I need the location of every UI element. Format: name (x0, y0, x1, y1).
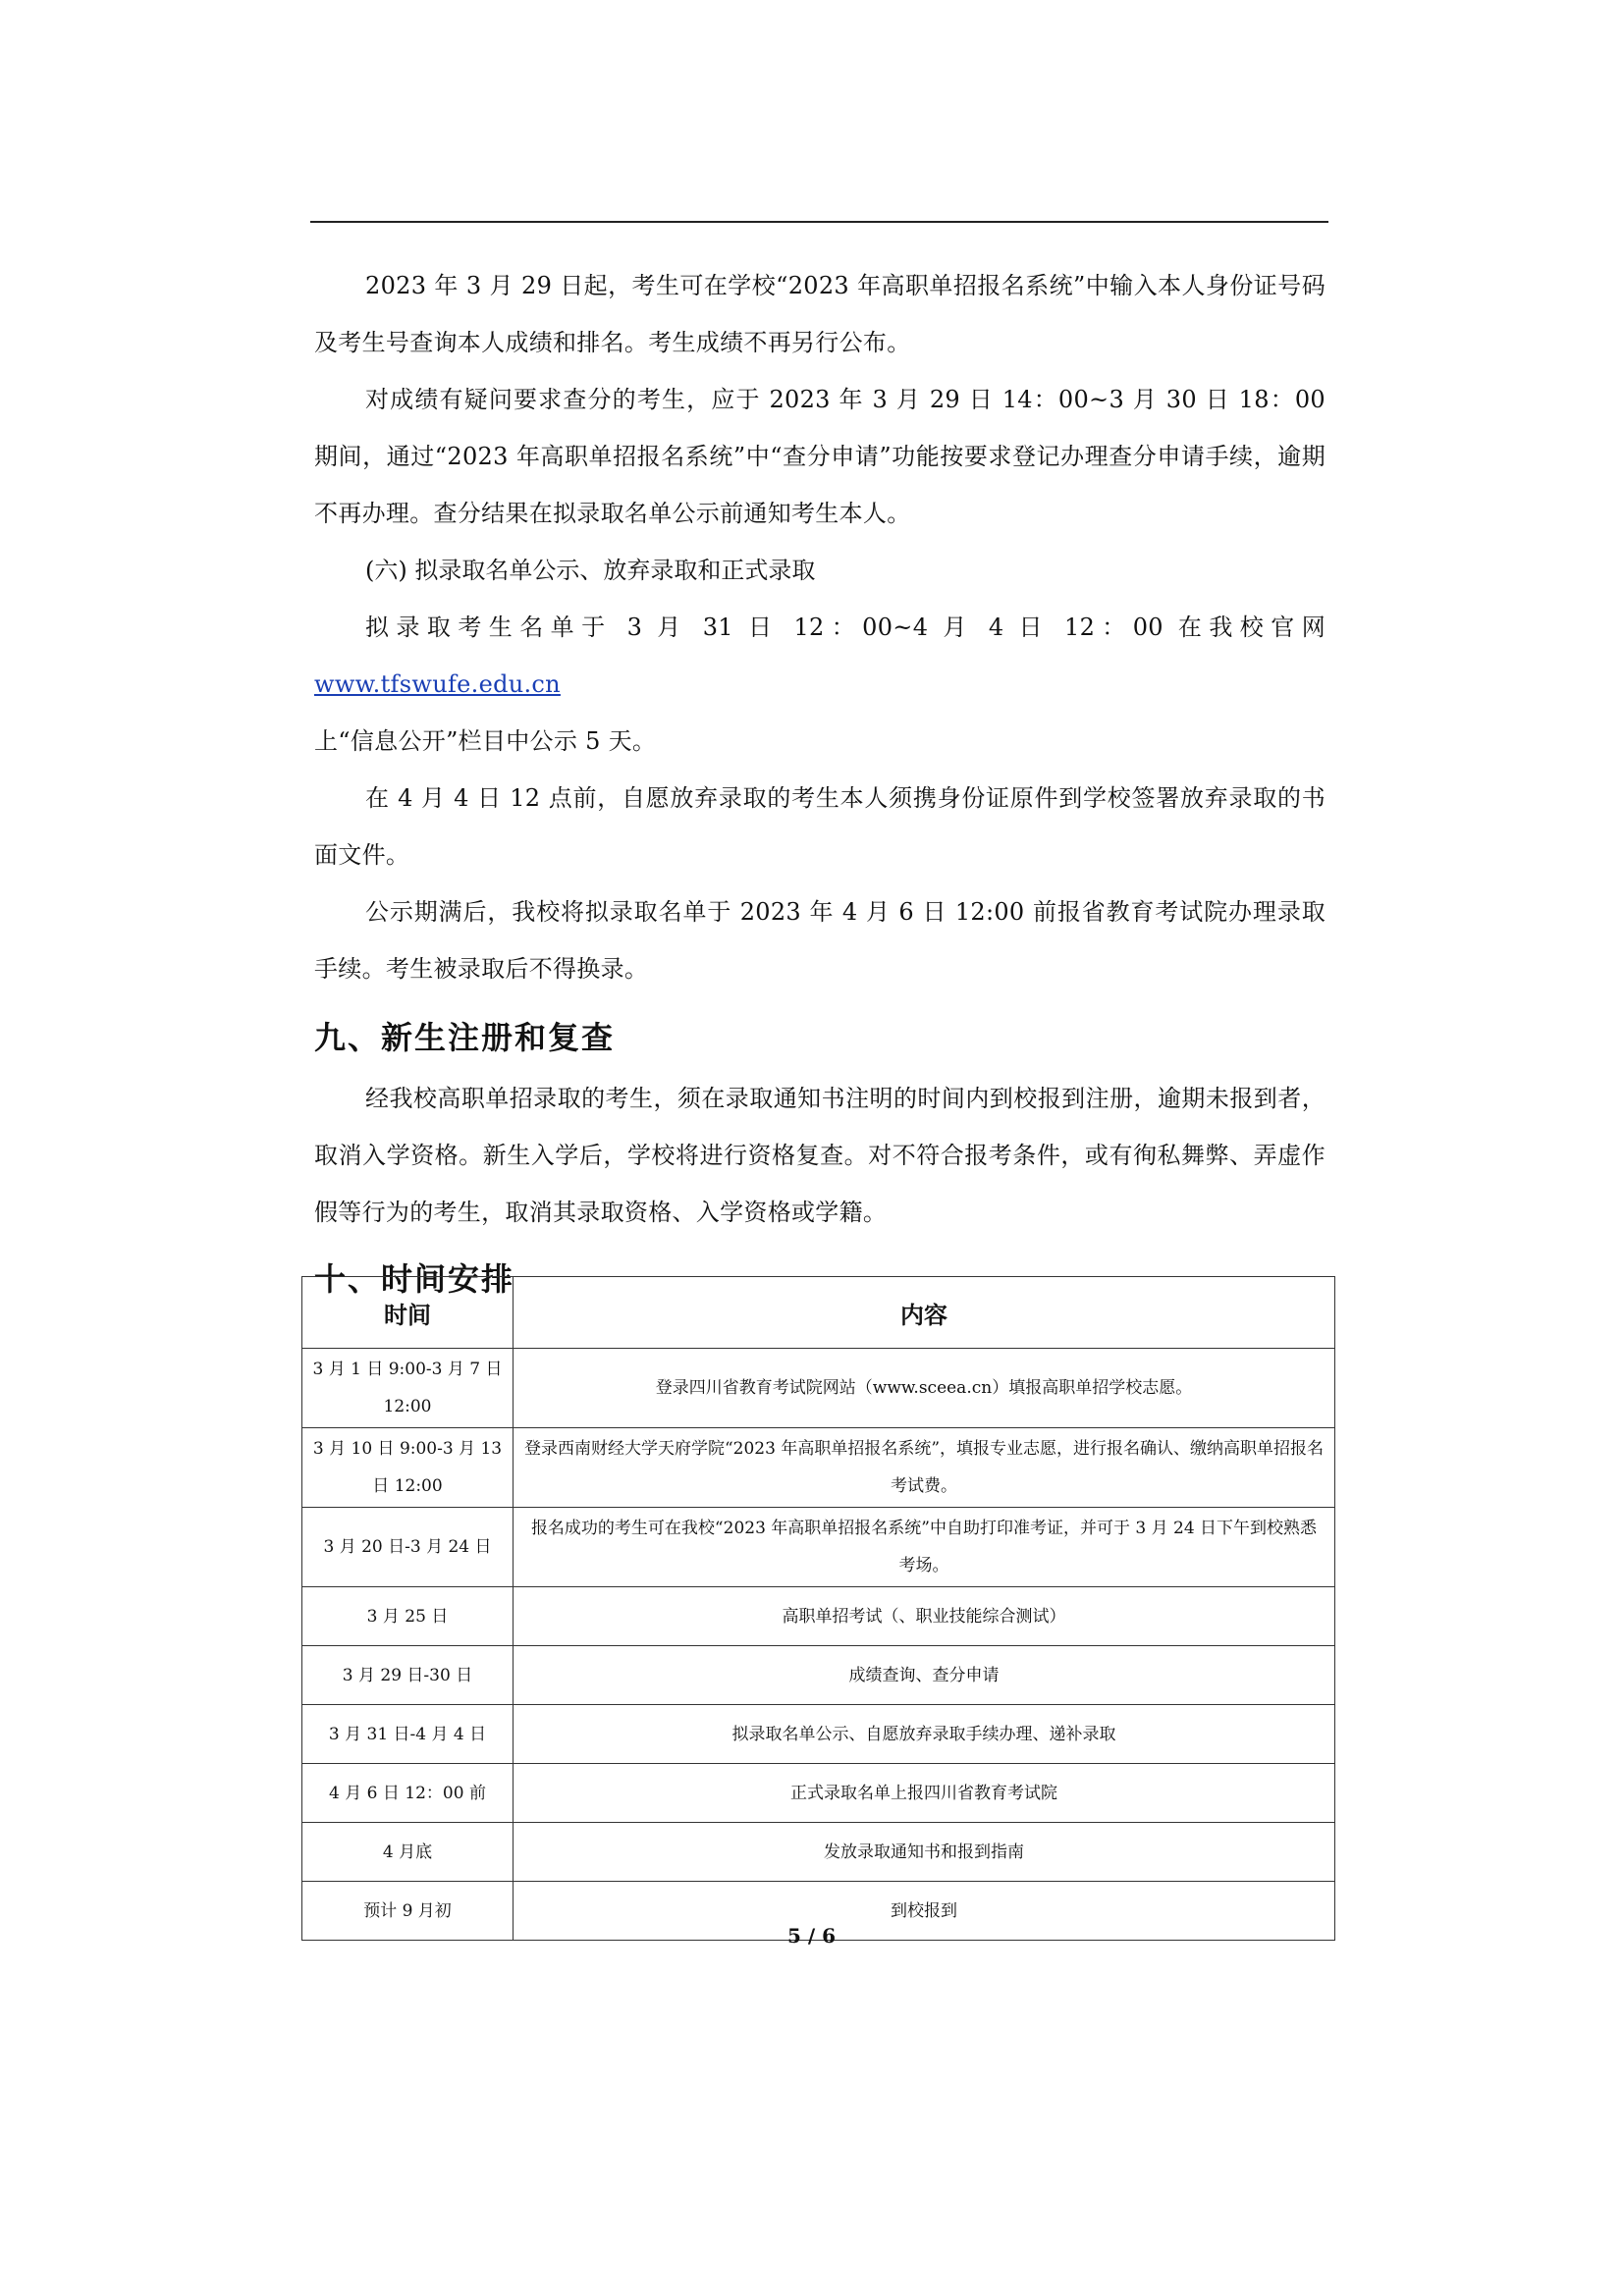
score-review-paragraph: 对成绩有疑问要求查分的考生，应于 2023 年 3 月 29 日 14：00~3 月 30 日 18：00 期间，通过“2023 年高职单招报名系统”中“查分申请”功能按要求登记办理查分申请手续，逾期不再办理。查分结果在拟录取名单公示前通知考生本人。 (314, 386, 1325, 527)
schedule-table (301, 1276, 1335, 1941)
table-row (302, 1823, 1335, 1882)
table-row (302, 1508, 1335, 1587)
score-query-paragraph: 2023 年 3 月 29 日起，考生可在学校“2023 年高职单招报名系统”中输入本人身份证号码及考生号查询本人成绩和排名。考生成绩不再另行公布。 (314, 272, 1325, 356)
row-time: 3 月 20 日-3 月 24 日 (302, 1508, 514, 1587)
waiver-paragraph: 在 4 月 4 日 12 点前，自愿放弃录取的考生本人须携身份证原件到学校签署放弃录取的书面文件。 (314, 784, 1325, 869)
section-9-body: 经我校高职单招录取的考生，须在录取通知书注明的时间内到校报到注册，逾期未报到者，取消入学资格。新生入学后，学校将进行资格复查。对不符合报考条件，或有徇私舞弊、弄虚作假等行为的考生，取消其录取资格、入学资格或学籍。 (314, 1085, 1325, 1226)
document-body (314, 257, 1325, 1306)
section-10-title: 十、时间安排 (314, 1260, 515, 1298)
row-time: 3 月 10 日 9:00-3 月 13 日 12:00 (302, 1428, 514, 1508)
row-time: 预计 9 月初 (302, 1882, 514, 1941)
subsection-6-heading: (六) 拟录取名单公示、放弃录取和正式录取 (365, 557, 816, 584)
school-website-link[interactable]: www.tfswufe.edu.cn (314, 670, 561, 698)
header-time: 时间 (302, 1277, 514, 1349)
table-row (302, 1646, 1335, 1705)
row-time: 3 月 1 日 9:00-3 月 7 日 12:00 (302, 1349, 514, 1428)
row-content: 报名成功的考生可在我校“2023 年高职单招报名系统”中自助打印准考证，并可于 3 月 24 日下午到校熟悉考场。 (514, 1508, 1335, 1587)
row-time: 4 月 6 日 12：00 前 (302, 1764, 514, 1823)
final-admission-paragraph: 公示期满后，我校将拟录取名单于 2023 年 4 月 6 日 12:00 前报省教育考试院办理录取手续。考生被录取后不得换录。 (314, 898, 1325, 983)
row-content: 高职单招考试（、职业技能综合测试） (514, 1587, 1335, 1646)
table-row (302, 1587, 1335, 1646)
table-row (302, 1428, 1335, 1508)
publicity-text-before: 拟录取考生名单于 3 月 31 日 12：00~4 月 4 日 12：00 在我校官网 (365, 614, 1325, 641)
header-rule (310, 221, 1328, 223)
row-content: 拟录取名单公示、自愿放弃录取手续办理、递补录取 (514, 1705, 1335, 1764)
publicity-text-after: 上“信息公开”栏目中公示 5 天。 (314, 727, 657, 755)
page-number: 5 / 6 (786, 1924, 837, 1948)
publicity-paragraph (314, 599, 1325, 770)
row-time: 4 月底 (302, 1823, 514, 1882)
table-row (302, 1705, 1335, 1764)
row-time: 3 月 31 日-4 月 4 日 (302, 1705, 514, 1764)
row-time: 3 月 29 日-30 日 (302, 1646, 514, 1705)
header-content: 内容 (514, 1277, 1335, 1349)
row-content: 成绩查询、查分申请 (514, 1646, 1335, 1705)
row-content: 登录四川省教育考试院网站（www.sceea.cn）填报高职单招学校志愿。 (514, 1349, 1335, 1428)
row-content: 正式录取名单上报四川省教育考试院 (514, 1764, 1335, 1823)
table-row (302, 1764, 1335, 1823)
row-time: 3 月 25 日 (302, 1587, 514, 1646)
row-content: 到校报到 (514, 1882, 1335, 1941)
table-header-row (302, 1277, 1335, 1349)
row-content: 登录西南财经大学天府学院“2023 年高职单招报名系统”，填报专业志愿，进行报名确认、缴纳高职单招报名考试费。 (514, 1428, 1335, 1508)
row-content: 发放录取通知书和报到指南 (514, 1823, 1335, 1882)
section-9-title: 九、新生注册和复查 (314, 1019, 616, 1056)
table-row (302, 1349, 1335, 1428)
